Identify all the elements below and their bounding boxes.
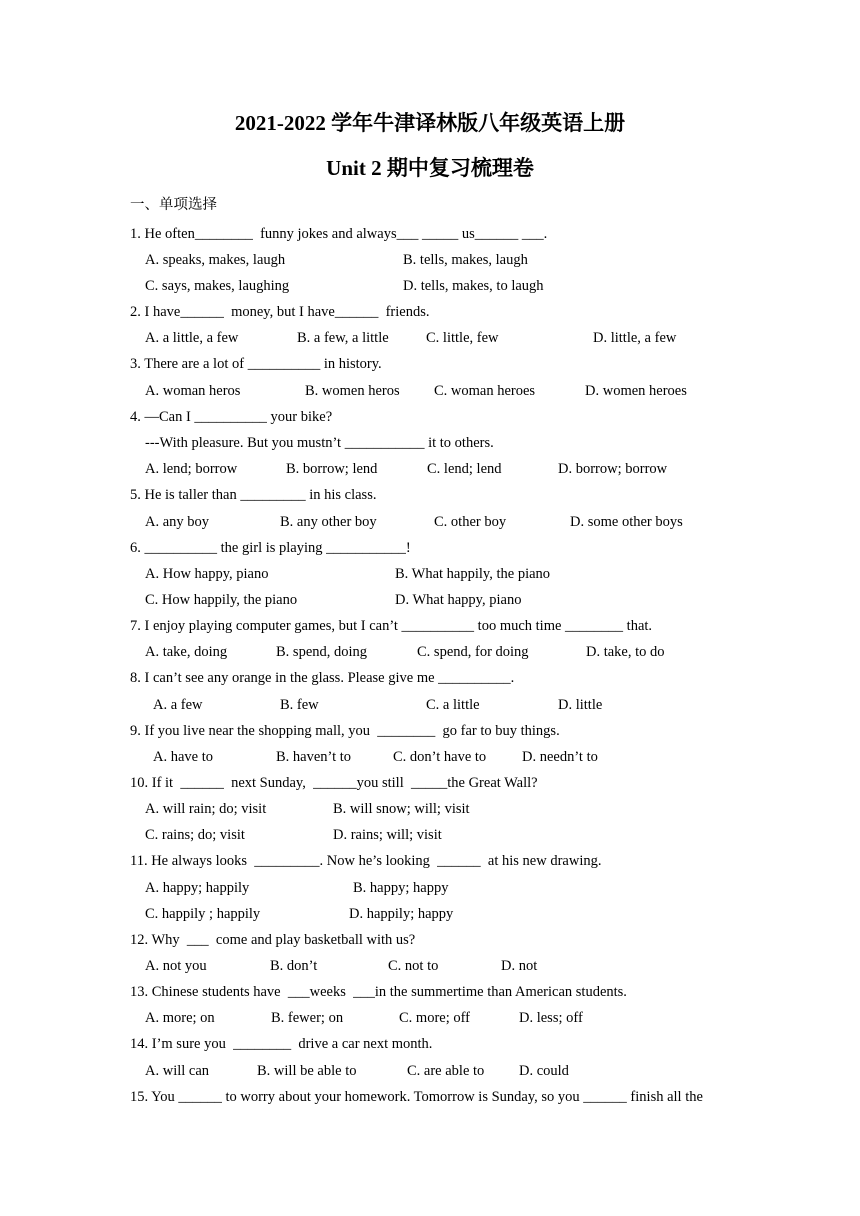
question-stem: 9. If you live near the shopping mall, you ________ go far to buy things. — [130, 723, 560, 739]
option-d: D. borrow; borrow — [558, 461, 668, 477]
question-stem: 10. If it ______ next Sunday, ______you still _____the Great Wall? — [130, 775, 538, 791]
option-d: D. take, to do — [586, 644, 665, 660]
option-a: A. any boy — [145, 514, 210, 530]
option-a: A. How happy, piano — [145, 566, 269, 582]
option-c: C. don’t have to — [393, 749, 487, 765]
question-stem-continued: ---With pleasure. But you mustn’t ___________ it to others. — [145, 435, 494, 451]
option-c: C. other boy — [434, 514, 507, 530]
option-b: B. don’t — [270, 958, 318, 974]
question-stem: 3. There are a lot of __________ in history. — [130, 356, 382, 372]
question-stem: 1. He often________ funny jokes and always___ _____ us______ ___. — [130, 226, 548, 242]
option-b: B. happy; happy — [353, 880, 449, 896]
option-a: A. a few — [153, 697, 203, 713]
option-d: D. happily; happy — [349, 906, 454, 922]
option-a: A. will rain; do; visit — [145, 801, 267, 817]
option-a: A. a little, a few — [145, 330, 239, 346]
option-b: B. tells, makes, laugh — [403, 252, 528, 268]
option-b: B. few — [280, 697, 319, 713]
option-a: A. not you — [145, 958, 207, 974]
option-a: A. have to — [153, 749, 213, 765]
option-d: D. less; off — [519, 1010, 583, 1026]
option-a: A. lend; borrow — [145, 461, 238, 477]
question-stem: 13. Chinese students have ___weeks ___in the summertime than American students. — [130, 984, 627, 1000]
option-b: B. will snow; will; visit — [333, 801, 470, 817]
section-heading: 一、单项选择 — [130, 197, 217, 213]
document-title: 2021-2022 学年牛津译林版八年级英语上册 — [234, 111, 626, 135]
option-a: A. woman heros — [145, 383, 241, 399]
question-stem: 15. You ______ to worry about your homework. Tomorrow is Sunday, so you ______ finish all the — [130, 1089, 703, 1105]
question-stem: 8. I can’t see any orange in the glass. Please give me __________. — [130, 670, 515, 686]
option-b: B. a few, a little — [297, 330, 389, 346]
option-a: A. speaks, makes, laugh — [145, 252, 286, 268]
question-stem: 4. —Can I __________ your bike? — [130, 409, 333, 425]
option-c: C. says, makes, laughing — [145, 278, 290, 294]
option-b: B. fewer; on — [271, 1010, 344, 1026]
option-c: C. little, few — [426, 330, 499, 346]
option-c: C. lend; lend — [427, 461, 502, 477]
option-c: C. rains; do; visit — [145, 827, 245, 843]
option-d: D. little — [558, 697, 603, 713]
option-d: D. some other boys — [570, 514, 683, 530]
question-stem: 2. I have______ money, but I have______ friends. — [130, 304, 430, 320]
question-stem: 5. He is taller than _________ in his class. — [130, 487, 377, 503]
option-b: B. any other boy — [280, 514, 377, 530]
option-c: C. How happily, the piano — [145, 592, 298, 608]
option-d: D. women heroes — [585, 383, 687, 399]
option-d: D. rains; will; visit — [333, 827, 442, 843]
option-d: D. What happy, piano — [395, 592, 522, 608]
option-c: C. are able to — [407, 1063, 485, 1079]
option-a: A. take, doing — [145, 644, 228, 660]
question-stem: 12. Why ___ come and play basketball with us? — [130, 932, 416, 948]
document-subtitle: Unit 2 期中复习梳理卷 — [326, 156, 534, 180]
option-b: B. women heros — [305, 383, 400, 399]
option-d: D. little, a few — [593, 330, 677, 346]
question-stem: 7. I enjoy playing computer games, but I can’t __________ too much time ________ that. — [130, 618, 653, 634]
option-b: B. spend, doing — [276, 644, 368, 660]
option-c: C. a little — [426, 697, 480, 713]
option-a: A. will can — [145, 1063, 210, 1079]
option-d: D. needn’t to — [522, 749, 598, 765]
option-d: D. could — [519, 1063, 569, 1079]
option-d: D. tells, makes, to laugh — [403, 278, 544, 294]
option-b: B. will be able to — [257, 1063, 357, 1079]
question-stem: 11. He always looks _________. Now he’s looking ______ at his new drawing. — [130, 853, 602, 869]
question-stem: 14. I’m sure you ________ drive a car next month. — [130, 1036, 433, 1052]
option-d: D. not — [501, 958, 538, 974]
option-c: C. spend, for doing — [417, 644, 529, 660]
option-a: A. more; on — [145, 1010, 215, 1026]
option-a: A. happy; happily — [145, 880, 250, 896]
option-c: C. woman heroes — [434, 383, 536, 399]
option-b: B. What happily, the piano — [395, 566, 551, 582]
option-b: B. haven’t to — [276, 749, 352, 765]
option-b: B. borrow; lend — [286, 461, 378, 477]
option-c: C. more; off — [399, 1010, 471, 1026]
question-stem: 6. __________ the girl is playing ___________! — [130, 540, 411, 556]
option-c: C. happily ; happily — [145, 906, 261, 922]
option-c: C. not to — [388, 958, 439, 974]
